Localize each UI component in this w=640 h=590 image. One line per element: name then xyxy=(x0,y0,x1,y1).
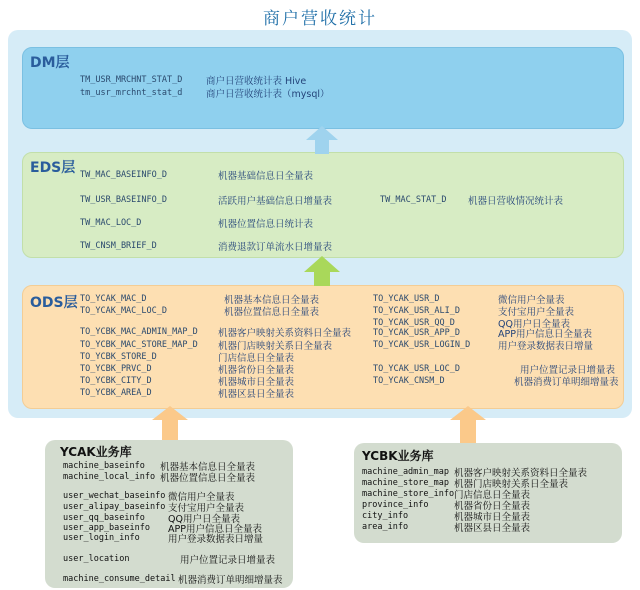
arrow-ods-to-eds-icon xyxy=(302,256,342,286)
ods-table-code: TO_YCAK_USR_APP_D xyxy=(373,328,460,338)
arrow-eds-to-dm-icon xyxy=(302,126,342,154)
ods-table-desc: 机器客户映射关系资料日全量表 xyxy=(218,328,352,339)
ods-table-code: TO_YCAK_USR_ALI_D xyxy=(373,306,460,316)
ods-table-desc: 用户登录数据表日增量 xyxy=(498,341,594,352)
ods-table-code: TO_YCBK_CITY_D xyxy=(80,376,152,386)
ods-table-code: TO_YCAK_CNSM_D xyxy=(373,376,445,386)
ods-table-desc: 用户位置记录日增量表 xyxy=(520,365,616,376)
ycak-table-desc: 机器基本信息日全量表 xyxy=(160,462,256,473)
ods-table-desc: APP用户信息日全量表 xyxy=(498,329,592,340)
eds-table-desc: 活跃用户基础信息日增量表 xyxy=(218,196,333,207)
ycbk-source-title: YCBK业务库 xyxy=(362,449,434,463)
ods-table-code: TO_YCAK_USR_LOGIN_D xyxy=(373,340,471,350)
eds-table-code: TW_CNSM_BRIEF_D xyxy=(80,241,157,251)
ycak-table-code: machine_baseinfo xyxy=(63,461,145,471)
ycbk-table-desc: 机器客户映射关系资料日全量表 xyxy=(454,468,588,479)
ycak-table-code: user_location xyxy=(63,554,130,564)
ods-table-desc: 门店信息日全量表 xyxy=(218,353,295,364)
ods-table-desc: 机器城市日全量表 xyxy=(218,377,295,388)
ods-table-code: TO_YCBK_STORE_D xyxy=(80,352,157,362)
ycak-table-code: machine_consume_detail xyxy=(63,574,176,584)
ods-table-code: TO_YCAK_USR_QQ_D xyxy=(373,318,455,328)
ods-table-code: TO_YCAK_USR_LOC_D xyxy=(373,364,460,374)
ycak-table-code: user_alipay_baseinfo xyxy=(63,502,166,512)
eds-side-table-code: TW_MAC_STAT_D xyxy=(380,195,447,205)
ycbk-table-code: province_info xyxy=(362,500,429,510)
ycak-table-desc: QQ用户日全量表 xyxy=(168,514,240,525)
ycbk-table-code: area_info xyxy=(362,522,409,532)
ycak-table-code: user_wechat_baseinfo xyxy=(63,491,166,501)
ycak-table-code: user_qq_baseinfo xyxy=(63,513,145,523)
eds-side-table-desc: 机器日营收情况统计表 xyxy=(468,196,564,207)
eds-layer-title: EDS层 xyxy=(30,160,76,176)
ycak-table-desc: 用户登录数据表日增量 xyxy=(168,534,264,545)
ods-table-desc: 机器消费订单明细增量表 xyxy=(514,377,619,388)
dm-table-desc: 商户日营收统计表 Hive xyxy=(206,76,307,87)
ycbk-table-desc: 机器区县日全量表 xyxy=(454,523,531,534)
ycbk-table-code: city_info xyxy=(362,511,409,521)
eds-table-desc: 机器位置信息日统计表 xyxy=(218,219,314,230)
ods-table-desc: 机器门店映射关系日全量表 xyxy=(218,341,333,352)
ods-table-desc: QQ用户日全量表 xyxy=(498,319,570,330)
ycak-table-code: user_login_info xyxy=(63,533,140,543)
dm-layer-title: DM层 xyxy=(30,55,70,71)
ods-table-code: TO_YCBK_MAC_STORE_MAP_D xyxy=(80,340,198,350)
ycak-table-code: user_app_baseinfo xyxy=(63,523,150,533)
ycbk-table-code: machine_store_map xyxy=(362,478,449,488)
ods-table-desc: 支付宝用户全量表 xyxy=(498,307,575,318)
dm-table-desc: 商户日营收统计表（mysql） xyxy=(206,89,330,100)
eds-table-desc: 机器基础信息日全量表 xyxy=(218,171,314,182)
ods-table-code: TO_YCAK_MAC_D xyxy=(80,294,147,304)
eds-table-desc: 消费退款订单流水日增量表 xyxy=(218,242,333,253)
ods-table-desc: 机器基本信息日全量表 xyxy=(224,295,320,306)
ycbk-table-desc: 机器省份日全量表 xyxy=(454,501,531,512)
eds-table-code: TW_MAC_LOC_D xyxy=(80,218,142,228)
ods-layer-title: ODS层 xyxy=(30,295,78,311)
ycak-table-desc: 机器位置信息日全量表 xyxy=(160,473,256,484)
diagram-title: 商户营收统计 xyxy=(263,9,377,29)
ycbk-table-code: machine_admin_map xyxy=(362,467,449,477)
ods-table-desc: 机器位置信息日全量表 xyxy=(224,307,320,318)
dm-table-code: TM_USR_MRCHNT_STAT_D xyxy=(80,75,183,85)
ods-table-desc: 微信用户全量表 xyxy=(498,295,565,306)
dm-table-code: tm_usr_mrchnt_stat_d xyxy=(80,88,183,98)
ods-table-code: TO_YCBK_PRVC_D xyxy=(80,364,152,374)
ycak-table-desc: APP用户信息日全量表 xyxy=(168,524,262,535)
ods-table-code: TO_YCBK_MAC_ADMIN_MAP_D xyxy=(80,327,198,337)
ods-table-code: TO_YCBK_AREA_D xyxy=(80,388,152,398)
ycak-table-desc: 机器消费订单明细增量表 xyxy=(178,575,283,586)
ycbk-table-desc: 机器城市日全量表 xyxy=(454,512,531,523)
ycbk-table-desc: 机器门店映射关系日全量表 xyxy=(454,479,569,490)
arrow-ycbk-to-ods-icon xyxy=(448,406,488,444)
eds-table-code: TW_USR_BASEINFO_D xyxy=(80,195,167,205)
ods-table-code: TO_YCAK_USR_D xyxy=(373,294,440,304)
ods-table-code: TO_YCAK_MAC_LOC_D xyxy=(80,306,167,316)
ycak-table-desc: 用户位置记录日增量表 xyxy=(180,555,276,566)
ycbk-table-code: machine_store_info xyxy=(362,489,455,499)
ods-table-desc: 机器省份日全量表 xyxy=(218,365,295,376)
ycbk-table-desc: 门店信息日全量表 xyxy=(454,490,531,501)
ycak-source-title: YCAK业务库 xyxy=(60,445,132,459)
ycak-table-desc: 微信用户全量表 xyxy=(168,492,235,503)
ycak-table-desc: 支付宝用户全量表 xyxy=(168,503,245,514)
arrow-ycak-to-ods-icon xyxy=(150,406,190,442)
eds-table-code: TW_MAC_BASEINFO_D xyxy=(80,170,167,180)
ycak-table-code: machine_local_info xyxy=(63,472,156,482)
ods-table-desc: 机器区县日全量表 xyxy=(218,389,295,400)
